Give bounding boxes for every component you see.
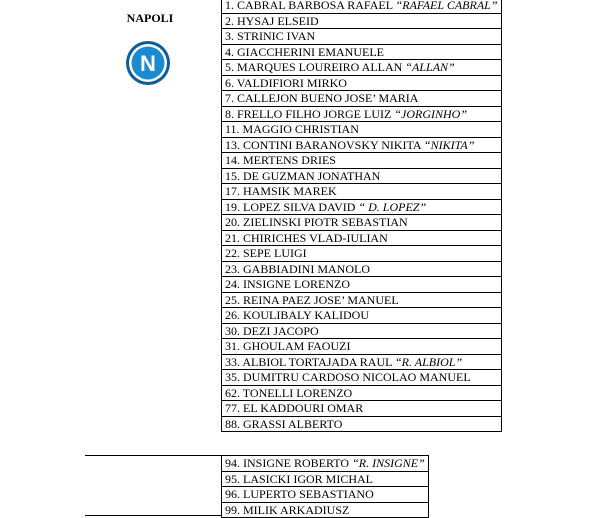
table-row (222, 215, 502, 231)
player-nickname: “JORGINHO” (394, 106, 467, 121)
player-cell (222, 370, 502, 386)
table-row (222, 44, 502, 60)
player-name: 7. CALLEJON BUENO JOSE’ MARIA (225, 91, 419, 105)
player-cell (222, 0, 502, 13)
player-name: 17. HAMSIK MAREK (225, 184, 337, 198)
player-cell (222, 308, 502, 324)
table-row (222, 246, 502, 262)
player-cell (222, 137, 502, 153)
table-row (222, 29, 502, 45)
table-row (222, 153, 502, 169)
divider-line-top (85, 455, 221, 456)
player-cell (222, 471, 429, 487)
player-nickname: “R. ALBIOL” (395, 354, 463, 369)
table-row (222, 13, 502, 29)
divider-line-bottom (85, 515, 221, 516)
table-row (222, 230, 502, 246)
table-row (222, 385, 502, 401)
player-name: 95. LASICKI IGOR MICHAL (225, 471, 373, 486)
player-name: 5. MARQUES LOUREIRO ALLAN (225, 60, 403, 74)
player-name: 15. DE GUZMAN JONATHAN (225, 168, 381, 183)
table-row (222, 471, 429, 487)
table-row (222, 75, 502, 91)
table-row (222, 168, 502, 184)
player-name: 21. CHIRICHES VLAD-IULIAN (225, 230, 388, 245)
table-row (222, 339, 502, 355)
player-cell (222, 168, 502, 184)
player-name: 24. INSIGNE LORENZO (225, 277, 350, 291)
player-name: 62. TONELLI LORENZO (225, 385, 353, 400)
player-cell (222, 184, 502, 200)
player-cell (222, 75, 502, 91)
player-cell (222, 91, 502, 107)
player-cell (222, 354, 502, 370)
player-name: 88. GRASSI ALBERTO (225, 416, 343, 431)
table-row (222, 106, 502, 122)
player-cell (222, 487, 429, 503)
player-cell (222, 277, 502, 293)
player-name: 99. MILIK ARKADIUSZ (225, 502, 350, 517)
table-row (222, 323, 502, 339)
table-row (222, 292, 502, 308)
player-cell (222, 199, 502, 215)
table-row (222, 308, 502, 324)
player-nickname: “NIKITA” (423, 137, 475, 152)
table-row (222, 370, 502, 386)
player-nickname: “RAFAEL CABRAL” (395, 0, 498, 12)
player-cell (222, 153, 502, 169)
napoli-logo (125, 40, 171, 86)
player-name: 19. LOPEZ SILVA DAVID (225, 199, 356, 214)
player-cell (222, 456, 429, 472)
player-name: 2. HYSAJ ELSEID (225, 13, 319, 28)
player-name: 25. REINA PAEZ JOSE’ MANUEL (225, 292, 399, 307)
table-row (222, 199, 502, 215)
table-row (222, 60, 502, 76)
player-cell (222, 13, 502, 29)
player-cell (222, 44, 502, 60)
player-cell (222, 230, 502, 246)
table-row (222, 416, 502, 432)
table-row (222, 502, 429, 518)
club-name: NAPOLI (126, 11, 174, 25)
player-name: 23. GABBIADINI MANOLO (225, 261, 370, 276)
player-name: 94. INSIGNE ROBERTO (225, 456, 350, 470)
table-row (222, 401, 502, 417)
player-name: 26. KOULIBALY KALIDOU (225, 308, 369, 322)
player-name: 22. SEPE LUIGI (225, 246, 307, 260)
player-nickname: “R. INSIGNE” (352, 456, 425, 470)
player-cell (222, 292, 502, 308)
player-name: 13. CONTINI BARANOVSKY NIKITA (225, 137, 421, 152)
table-row (222, 91, 502, 107)
player-cell (222, 261, 502, 277)
player-cell (222, 106, 502, 122)
player-cell (222, 323, 502, 339)
player-name: 1. CABRAL BARBOSA RAFAEL (225, 0, 393, 12)
player-name: 8. FRELLO FILHO JORGE LUIZ (225, 106, 392, 121)
player-name: 6. VALDIFIORI MIRKO (225, 75, 347, 90)
player-name: 31. GHOULAM FAOUZI (225, 339, 351, 353)
player-name: 20. ZIELINSKI PIOTR SEBASTIAN (225, 215, 408, 229)
table-row (222, 456, 429, 472)
player-cell (222, 246, 502, 262)
player-nickname: “ D. LOPEZ” (358, 199, 427, 214)
table-row (222, 354, 502, 370)
player-name: 35. DUMITRU CARDOSO NICOLAO MANUEL (225, 370, 471, 384)
table-row (222, 184, 502, 200)
logo-letter: N (140, 51, 156, 76)
table-row (222, 261, 502, 277)
table-row (222, 122, 502, 138)
player-cell (222, 122, 502, 138)
player-name: 96. LUPERTO SEBASTIANO (225, 487, 374, 501)
roster-table-main (221, 0, 502, 432)
player-cell (222, 401, 502, 417)
player-cell (222, 502, 429, 518)
player-name: 11. MAGGIO CHRISTIAN (225, 122, 359, 136)
player-name: 14. MERTENS DRIES (225, 153, 336, 167)
player-cell (222, 29, 502, 45)
player-cell (222, 416, 502, 432)
table-row (222, 137, 502, 153)
player-cell (222, 385, 502, 401)
player-name: 3. STRINIC IVAN (225, 29, 316, 43)
table-row (222, 277, 502, 293)
player-name: 33. ALBIOL TORTAJADA RAUL (225, 354, 392, 369)
player-name: 4. GIACCHERINI EMANUELE (225, 44, 384, 59)
roster-table-extra (221, 455, 429, 518)
player-name: 77. EL KADDOURI OMAR (225, 401, 364, 415)
player-cell (222, 60, 502, 76)
player-cell (222, 339, 502, 355)
player-cell (222, 215, 502, 231)
player-name: 30. DEZI JACOPO (225, 323, 319, 338)
table-row (222, 487, 429, 503)
player-nickname: “ALLAN” (405, 60, 455, 74)
table-row (222, 0, 502, 13)
